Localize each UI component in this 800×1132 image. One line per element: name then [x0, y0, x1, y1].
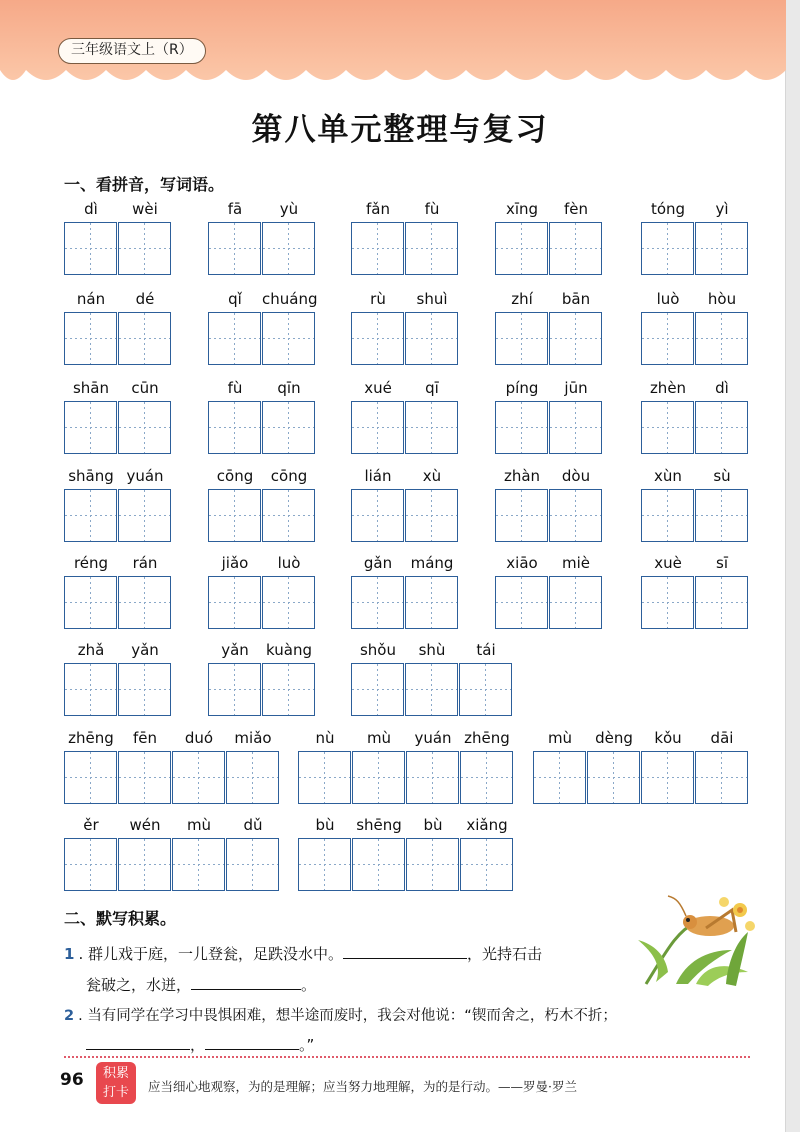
word-item: [641, 554, 749, 630]
question-1-text-b: ，光持石击: [467, 945, 543, 963]
word-item: [208, 290, 316, 366]
writing-cell[interactable]: [351, 576, 404, 629]
writing-cell[interactable]: [298, 838, 351, 891]
pinyin-label: dòu: [561, 467, 591, 485]
pinyin-label: dé: [135, 290, 155, 308]
question-1-text-d: 。: [301, 976, 317, 994]
writing-cell[interactable]: [405, 401, 458, 454]
pinyin-label: cōng: [270, 467, 308, 485]
pinyin-label: sī: [716, 554, 728, 572]
writing-cell[interactable]: [208, 489, 261, 542]
pinyin-label: xuè: [654, 554, 682, 572]
writing-cell[interactable]: [549, 576, 602, 629]
pinyin-label: yǎn: [131, 641, 159, 659]
writing-cell[interactable]: [641, 312, 694, 365]
pinyin-label: bù: [423, 816, 443, 834]
pinyin-label: zhēng: [68, 729, 114, 747]
pinyin-label: kǒu: [654, 729, 682, 747]
word-item: [641, 467, 749, 543]
pinyin-label: zhǎ: [77, 641, 105, 659]
writing-cell[interactable]: [352, 751, 405, 804]
pinyin-label: miè: [561, 554, 590, 572]
pinyin-label: fèn: [563, 200, 589, 218]
writing-cell[interactable]: [262, 222, 315, 275]
pinyin-label: yuán: [414, 729, 452, 747]
accumulation-badge: [96, 1062, 136, 1104]
question-2-text-c: 。”: [299, 1036, 315, 1054]
writing-cell[interactable]: [641, 489, 694, 542]
writing-cell[interactable]: [549, 222, 602, 275]
question-2-number: 2: [64, 1008, 75, 1024]
word-item: [298, 729, 514, 805]
writing-cell[interactable]: [118, 751, 171, 804]
pinyin-label: luò: [277, 554, 301, 572]
writing-cell[interactable]: [406, 751, 459, 804]
writing-cell[interactable]: [641, 576, 694, 629]
writing-cell[interactable]: [549, 401, 602, 454]
pinyin-label: píng: [505, 379, 539, 397]
answer-blank[interactable]: [343, 942, 467, 959]
writing-cell[interactable]: [208, 312, 261, 365]
writing-cell[interactable]: [172, 751, 225, 804]
word-item: [533, 729, 749, 805]
word-item: [351, 290, 459, 366]
pinyin-label: cōng: [216, 467, 254, 485]
writing-cell[interactable]: [351, 401, 404, 454]
pinyin-label: qī: [425, 379, 439, 397]
word-item: [495, 290, 603, 366]
pinyin-label: duó: [184, 729, 214, 747]
writing-cell[interactable]: [695, 751, 748, 804]
writing-cell[interactable]: [549, 312, 602, 365]
question-1-text-a: 群儿戏于庭，一儿登瓮，足跌没水中。: [88, 945, 344, 963]
word-item: [64, 816, 280, 892]
pinyin-label: zhèn: [649, 379, 687, 397]
word-item: [64, 729, 280, 805]
question-2-text-b: ，: [190, 1036, 206, 1054]
writing-cell[interactable]: [351, 222, 404, 275]
writing-cell[interactable]: [405, 312, 458, 365]
pinyin-label: tóng: [650, 200, 686, 218]
pinyin-label: xù: [422, 467, 442, 485]
pinyin-label: rán: [132, 554, 158, 572]
writing-cell[interactable]: [262, 576, 315, 629]
page-edge: [785, 0, 800, 1132]
pinyin-label: qǐ: [228, 290, 242, 308]
pinyin-label: ěr: [83, 816, 99, 834]
word-item: [641, 200, 749, 276]
question-1-line-2: [86, 973, 316, 995]
word-item: [495, 200, 603, 276]
question-1-line-1: 1 . 群儿戏于庭，一儿登瓮，足跌没水中。 ，光持石击: [64, 942, 542, 964]
writing-cell[interactable]: [495, 222, 548, 275]
word-item: [641, 379, 749, 455]
writing-cell[interactable]: [262, 489, 315, 542]
writing-cell[interactable]: [587, 751, 640, 804]
writing-cell[interactable]: [352, 838, 405, 891]
writing-cell[interactable]: [226, 751, 279, 804]
writing-cell[interactable]: [262, 401, 315, 454]
word-item: [208, 467, 316, 543]
pinyin-label: zhēng: [464, 729, 510, 747]
word-item: [351, 200, 459, 276]
pinyin-label: fēn: [132, 729, 158, 747]
answer-blank[interactable]: [191, 973, 301, 990]
writing-cell[interactable]: [405, 663, 458, 716]
writing-cell[interactable]: [460, 838, 513, 891]
pinyin-label: tái: [476, 641, 496, 659]
writing-cell[interactable]: [172, 838, 225, 891]
pinyin-label: fā: [227, 200, 243, 218]
word-item: [495, 554, 603, 630]
pinyin-label: yǎn: [221, 641, 249, 659]
writing-cell[interactable]: [64, 663, 117, 716]
writing-cell[interactable]: [460, 751, 513, 804]
question-1-text-c: 瓮破之，水迸，: [86, 976, 192, 994]
writing-cell[interactable]: [118, 838, 171, 891]
pinyin-label: sù: [713, 467, 731, 485]
question-2-line-1: 2 . 当有同学在学习中畏惧困难，想半途而废时，我会对他说：“锲而舍之，朽木不折；: [64, 1008, 617, 1024]
word-item: [351, 467, 459, 543]
pinyin-label: mù: [547, 729, 573, 747]
pinyin-label: zhàn: [503, 467, 541, 485]
writing-cell[interactable]: [64, 312, 117, 365]
writing-cell[interactable]: [118, 489, 171, 542]
pinyin-label: dāi: [710, 729, 734, 747]
word-item: [208, 379, 316, 455]
writing-cell[interactable]: [118, 222, 171, 275]
word-item: [495, 467, 603, 543]
writing-cell[interactable]: [405, 576, 458, 629]
pinyin-label: nán: [76, 290, 106, 308]
writing-cell[interactable]: [208, 663, 261, 716]
question-2-line-2: [86, 1033, 314, 1055]
pinyin-label: xīng: [505, 200, 539, 218]
writing-cell[interactable]: [695, 312, 748, 365]
writing-cell[interactable]: [641, 401, 694, 454]
pinyin-label: shù: [418, 641, 446, 659]
word-item: [641, 290, 749, 366]
writing-cell[interactable]: [208, 401, 261, 454]
page-title: 第八单元整理与复习: [251, 112, 549, 148]
writing-cell[interactable]: [64, 401, 117, 454]
writing-cell[interactable]: [64, 489, 117, 542]
badge-line-2: 打卡: [102, 1085, 129, 1100]
word-item: [64, 554, 172, 630]
pinyin-label: hòu: [707, 290, 737, 308]
pinyin-label: bān: [561, 290, 591, 308]
writing-cell[interactable]: [262, 312, 315, 365]
pinyin-label: yù: [279, 200, 299, 218]
word-item: [351, 554, 459, 630]
pinyin-label: qīn: [277, 379, 301, 397]
section-1-title: 一、看拼音，写词语。: [64, 175, 225, 194]
writing-cell[interactable]: [695, 576, 748, 629]
footer-divider: [64, 1056, 750, 1058]
word-item: [351, 379, 459, 455]
pinyin-label: mù: [366, 729, 392, 747]
word-item: [495, 379, 603, 455]
writing-cell[interactable]: [695, 401, 748, 454]
writing-cell[interactable]: [351, 312, 404, 365]
pinyin-label: fù: [424, 200, 440, 218]
pinyin-label: dì: [715, 379, 729, 397]
writing-cell[interactable]: [495, 312, 548, 365]
word-item: [208, 641, 316, 717]
writing-cell[interactable]: [64, 751, 117, 804]
word-item: [208, 200, 316, 276]
writing-cell[interactable]: [351, 663, 404, 716]
writing-cell[interactable]: [118, 312, 171, 365]
word-item: [64, 200, 172, 276]
grasshopper-flower-illustration: [636, 892, 756, 992]
pinyin-label: xué: [364, 379, 392, 397]
writing-cell[interactable]: [641, 222, 694, 275]
writing-cell[interactable]: [118, 663, 171, 716]
writing-cell[interactable]: [64, 222, 117, 275]
badge-line-1: 积累: [102, 1066, 129, 1081]
writing-cell[interactable]: [226, 838, 279, 891]
pinyin-label: xùn: [654, 467, 682, 485]
writing-cell[interactable]: [695, 222, 748, 275]
writing-cell[interactable]: [695, 489, 748, 542]
pinyin-label: wén: [129, 816, 161, 834]
pinyin-label: xiǎng: [466, 816, 508, 834]
pinyin-label: xiāo: [506, 554, 538, 572]
writing-cell[interactable]: [406, 838, 459, 891]
writing-cell[interactable]: [208, 576, 261, 629]
pinyin-label: réng: [73, 554, 109, 572]
writing-cell[interactable]: [118, 401, 171, 454]
pinyin-label: rù: [370, 290, 386, 308]
pinyin-label: fù: [227, 379, 243, 397]
question-1-number: 1: [64, 945, 75, 963]
word-item: [351, 641, 513, 717]
writing-cell[interactable]: [549, 489, 602, 542]
pinyin-label: shāng: [68, 467, 114, 485]
answer-blank[interactable]: [205, 1033, 299, 1050]
word-item: [298, 816, 514, 892]
writing-cell[interactable]: [495, 576, 548, 629]
pinyin-label: nù: [315, 729, 335, 747]
pinyin-label: wèi: [132, 200, 158, 218]
pinyin-label: shǒu: [359, 641, 396, 659]
pinyin-label: chuáng: [262, 290, 318, 308]
writing-cell[interactable]: [495, 401, 548, 454]
writing-cell[interactable]: [298, 751, 351, 804]
writing-cell[interactable]: [208, 222, 261, 275]
pinyin-label: dèng: [595, 729, 633, 747]
writing-cell[interactable]: [459, 663, 512, 716]
pinyin-label: yuán: [126, 467, 164, 485]
pinyin-label: yì: [715, 200, 729, 218]
footer-quote: 应当细心地观察，为的是理解；应当努力地理解，为的是行动。——罗曼·罗兰: [148, 1079, 577, 1094]
grade-tag: 三年级语文上（R）: [58, 38, 206, 64]
pinyin-label: shān: [72, 379, 110, 397]
pinyin-label: jiǎo: [221, 554, 249, 572]
writing-cell[interactable]: [533, 751, 586, 804]
pinyin-label: dǔ: [243, 816, 263, 834]
writing-cell[interactable]: [64, 576, 117, 629]
pinyin-label: jūn: [564, 379, 588, 397]
pinyin-label: shuì: [416, 290, 448, 308]
page-number: 96: [60, 1070, 84, 1090]
pinyin-label: máng: [410, 554, 454, 572]
word-item: [64, 290, 172, 366]
pinyin-label: dì: [84, 200, 98, 218]
question-2-text-a: 当有同学在学习中畏惧困难，想半途而废时，我会对他说：“锲而舍之，朽木不折；: [87, 1008, 617, 1024]
writing-cell[interactable]: [641, 751, 694, 804]
answer-blank[interactable]: [86, 1033, 190, 1050]
word-item: [64, 379, 172, 455]
pinyin-label: gǎn: [363, 554, 393, 572]
pinyin-label: shēng: [356, 816, 402, 834]
writing-cell[interactable]: [118, 576, 171, 629]
pinyin-label: kuàng: [266, 641, 312, 659]
pinyin-label: mù: [186, 816, 212, 834]
pinyin-label: bù: [315, 816, 335, 834]
pinyin-label: fǎn: [366, 200, 390, 218]
pinyin-label: lián: [364, 467, 392, 485]
pinyin-label: miǎo: [234, 729, 272, 747]
section-2-title: 二、默写积累。: [64, 909, 177, 928]
pinyin-label: luò: [656, 290, 680, 308]
word-item: [64, 467, 172, 543]
pinyin-label: cūn: [131, 379, 159, 397]
word-item: [208, 554, 316, 630]
writing-cell[interactable]: [405, 489, 458, 542]
pinyin-label: zhí: [511, 290, 533, 308]
writing-cell[interactable]: [495, 489, 548, 542]
word-item: [64, 641, 172, 717]
writing-cell[interactable]: [64, 838, 117, 891]
writing-cell[interactable]: [262, 663, 315, 716]
writing-cell[interactable]: [351, 489, 404, 542]
writing-cell[interactable]: [405, 222, 458, 275]
